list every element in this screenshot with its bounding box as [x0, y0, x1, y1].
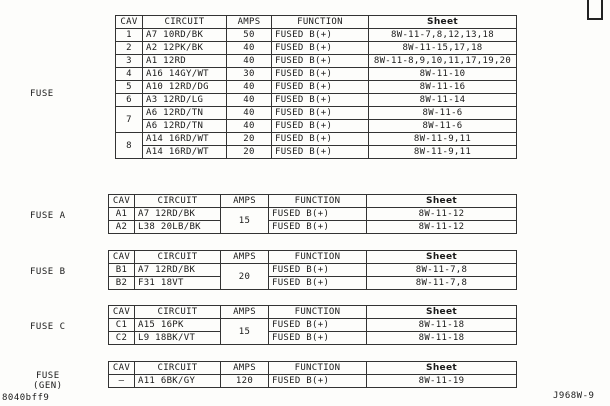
circuit-cell: A2 12PK/BK [143, 42, 227, 55]
function-header: FUNCTION [269, 195, 367, 208]
cav-cell: C1 [109, 319, 135, 332]
sheet-cell: 8W-11-19 [367, 375, 517, 388]
circuit-header: CIRCUIT [135, 362, 221, 375]
sheet-cell: 8W-11-10 [369, 68, 517, 81]
amps-cell: 15 [221, 319, 269, 345]
amps-header: AMPS [221, 195, 269, 208]
sheet-cell: 8W-11-18 [367, 319, 517, 332]
amps-cell: 20 [227, 146, 272, 159]
cav-cell: 3 [116, 55, 143, 68]
function-header: FUNCTION [269, 362, 367, 375]
circuit-cell: A6 12RD/TN [143, 107, 227, 120]
table-row [116, 42, 517, 55]
amps-cell: 40 [227, 81, 272, 94]
circuit-cell: A7 10RD/BK [143, 29, 227, 42]
function-header: FUNCTION [269, 306, 367, 319]
function-cell: FUSED B(+) [269, 221, 367, 234]
cav-cell: A2 [109, 221, 135, 234]
fuse-gen-label-line1: FUSE [35, 371, 60, 381]
cav-cell: C2 [109, 332, 135, 345]
header-row [116, 16, 517, 29]
table-row [116, 94, 517, 107]
header-row [109, 251, 517, 264]
sheet-cell: 8W-11-12 [367, 208, 517, 221]
cav-header: CAV [109, 251, 135, 264]
circuit-cell: A11 6BK/GY [135, 375, 221, 388]
table-row [116, 68, 517, 81]
amps-cell: 40 [227, 42, 272, 55]
sheet-cell: 8W-11-16 [369, 81, 517, 94]
circuit-cell: L9 18BK/VT [135, 332, 221, 345]
table-row [116, 120, 517, 133]
fuse-c-table [108, 305, 517, 345]
amps-header: AMPS [221, 306, 269, 319]
header-row [109, 195, 517, 208]
circuit-cell: A7 12RD/BK [135, 208, 221, 221]
header-row [109, 362, 517, 375]
sheet-cell: 8W-11-8,9,10,11,17,19,20 [369, 55, 517, 68]
fuse-gen-table [108, 361, 517, 388]
page-corner-mark [587, 0, 603, 20]
sheet-cell: 8W-11-6 [369, 107, 517, 120]
sheet-cell: 8W-11-12 [367, 221, 517, 234]
sheet-header: Sheet [367, 362, 517, 375]
sheet-cell: 8W-11-7,8 [367, 264, 517, 277]
amps-cell: 30 [227, 68, 272, 81]
function-header: FUNCTION [272, 16, 369, 29]
function-cell: FUSED B(+) [272, 120, 369, 133]
amps-cell: 40 [227, 94, 272, 107]
cav-cell: B1 [109, 264, 135, 277]
function-cell: FUSED B(+) [272, 55, 369, 68]
amps-cell: 40 [227, 107, 272, 120]
fuse-a-label: FUSE A [30, 211, 66, 221]
circuit-cell: A10 12RD/DG [143, 81, 227, 94]
table-row [109, 208, 517, 221]
sheet-cell: 8W-11-7,8 [367, 277, 517, 290]
fuse-table [115, 15, 517, 159]
amps-header: AMPS [221, 362, 269, 375]
fuse-gen-label [33, 371, 63, 391]
circuit-cell: A7 12RD/BK [135, 264, 221, 277]
table-row [109, 277, 517, 290]
function-cell: FUSED B(+) [272, 81, 369, 94]
circuit-header: CIRCUIT [135, 251, 221, 264]
circuit-cell: A14 16RD/WT [143, 146, 227, 159]
circuit-cell: A6 12RD/TN [143, 120, 227, 133]
function-cell: FUSED B(+) [272, 42, 369, 55]
function-cell: FUSED B(+) [272, 133, 369, 146]
circuit-cell: L38 20LB/BK [135, 221, 221, 234]
table-row [116, 146, 517, 159]
cav-cell: 8 [116, 133, 143, 159]
function-cell: FUSED B(+) [269, 319, 367, 332]
cav-header: CAV [109, 306, 135, 319]
sheet-header: Sheet [367, 251, 517, 264]
sheet-cell: 8W-11-9,11 [369, 146, 517, 159]
cav-cell: 5 [116, 81, 143, 94]
cav-cell: 2 [116, 42, 143, 55]
cav-header: CAV [109, 195, 135, 208]
cav-cell: B2 [109, 277, 135, 290]
circuit-cell: A3 12RD/LG [143, 94, 227, 107]
table-row [109, 264, 517, 277]
circuit-header: CIRCUIT [135, 195, 221, 208]
cav-cell: 1 [116, 29, 143, 42]
function-header: FUNCTION [269, 251, 367, 264]
image-id-text: 8040bff9 [2, 393, 50, 403]
sheet-cell: 8W-11-9,11 [369, 133, 517, 146]
circuit-header: CIRCUIT [135, 306, 221, 319]
amps-header: AMPS [227, 16, 272, 29]
table-row [109, 319, 517, 332]
table-row [109, 221, 517, 234]
function-cell: FUSED B(+) [272, 146, 369, 159]
circuit-cell: A15 16PK [135, 319, 221, 332]
circuit-cell: F31 18VT [135, 277, 221, 290]
figure-code-text: J968W-9 [553, 391, 595, 401]
cav-header: CAV [109, 362, 135, 375]
circuit-cell: A1 12RD [143, 55, 227, 68]
fuse-b-label: FUSE B [30, 267, 66, 277]
cav-header: CAV [116, 16, 143, 29]
cav-cell: 6 [116, 94, 143, 107]
table-row [116, 55, 517, 68]
fuse-a-table [108, 194, 517, 234]
function-cell: FUSED B(+) [269, 332, 367, 345]
amps-cell: 15 [221, 208, 269, 234]
table-row [116, 81, 517, 94]
circuit-header: CIRCUIT [143, 16, 227, 29]
function-cell: FUSED B(+) [269, 277, 367, 290]
function-cell: FUSED B(+) [269, 208, 367, 221]
circuit-cell: A14 16RD/WT [143, 133, 227, 146]
function-cell: FUSED B(+) [272, 29, 369, 42]
amps-cell: 40 [227, 120, 272, 133]
cav-cell: 4 [116, 68, 143, 81]
amps-cell: 20 [221, 264, 269, 290]
sheet-cell: 8W-11-18 [367, 332, 517, 345]
circuit-cell: A16 14GY/WT [143, 68, 227, 81]
amps-header: AMPS [221, 251, 269, 264]
cav-cell: 7 [116, 107, 143, 133]
amps-cell: 20 [227, 133, 272, 146]
table-row [116, 107, 517, 120]
header-row [109, 306, 517, 319]
sheet-cell: 8W-11-15,17,18 [369, 42, 517, 55]
amps-cell: 120 [221, 375, 269, 388]
fuse-c-label: FUSE C [30, 322, 66, 332]
function-cell: FUSED B(+) [272, 107, 369, 120]
amps-cell: 50 [227, 29, 272, 42]
sheet-header: Sheet [367, 195, 517, 208]
function-cell: FUSED B(+) [272, 94, 369, 107]
function-cell: FUSED B(+) [269, 375, 367, 388]
table-row [116, 29, 517, 42]
fuse-gen-label-line2: (GEN) [33, 381, 63, 391]
sheet-header: Sheet [367, 306, 517, 319]
sheet-cell: 8W-11-6 [369, 120, 517, 133]
fuse-b-table [108, 250, 517, 290]
cav-cell: A1 [109, 208, 135, 221]
function-cell: FUSED B(+) [269, 264, 367, 277]
amps-cell: 40 [227, 55, 272, 68]
cav-cell: – [109, 375, 135, 388]
sheet-cell: 8W-11-14 [369, 94, 517, 107]
sheet-header: Sheet [369, 16, 517, 29]
function-cell: FUSED B(+) [272, 68, 369, 81]
table-row [109, 375, 517, 388]
fuse-label: FUSE [30, 89, 54, 99]
sheet-cell: 8W-11-7,8,12,13,18 [369, 29, 517, 42]
table-row [116, 133, 517, 146]
table-row [109, 332, 517, 345]
